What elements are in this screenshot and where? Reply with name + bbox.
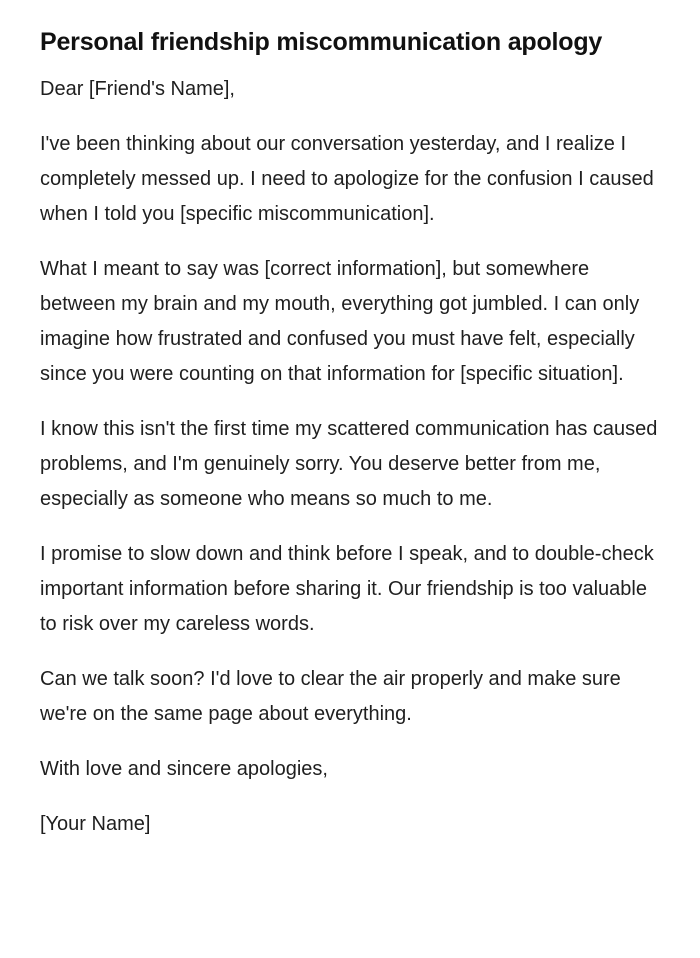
letter-paragraph-4: I promise to slow down and think before I speak, and to double-check important information before sharing it. Our friendship is too valuable to risk over my careless words. bbox=[40, 543, 654, 635]
document-title: Personal friendship miscommunication apology bbox=[40, 28, 603, 56]
letter-paragraph-1: I've been thinking about our conversation yesterday, and I realize I completely messed up. I need to apologize for the confusion I caused when I told you [specific miscommunication]. bbox=[40, 133, 654, 225]
letter-paragraph-2: What I meant to say was [correct information], but somewhere between my brain and my mouth, everything got jumbled. I can only imagine how frustrated and confused you must have felt, especially since you were counting on that information for [specific situation]. bbox=[40, 258, 640, 385]
letter-paragraph-5: Can we talk soon? I'd love to clear the air properly and make sure we're on the same page about everything. bbox=[40, 668, 621, 725]
letter-signature: [Your Name] bbox=[40, 813, 151, 835]
letter-closing: With love and sincere apologies, bbox=[40, 758, 328, 780]
letter-salutation: Dear [Friend's Name], bbox=[40, 78, 235, 100]
letter-paragraph-3: I know this isn't the first time my scattered communication has caused problems, and I'm genuinely sorry. You deserve better from me, especially as someone who means so much to me. bbox=[40, 418, 658, 510]
